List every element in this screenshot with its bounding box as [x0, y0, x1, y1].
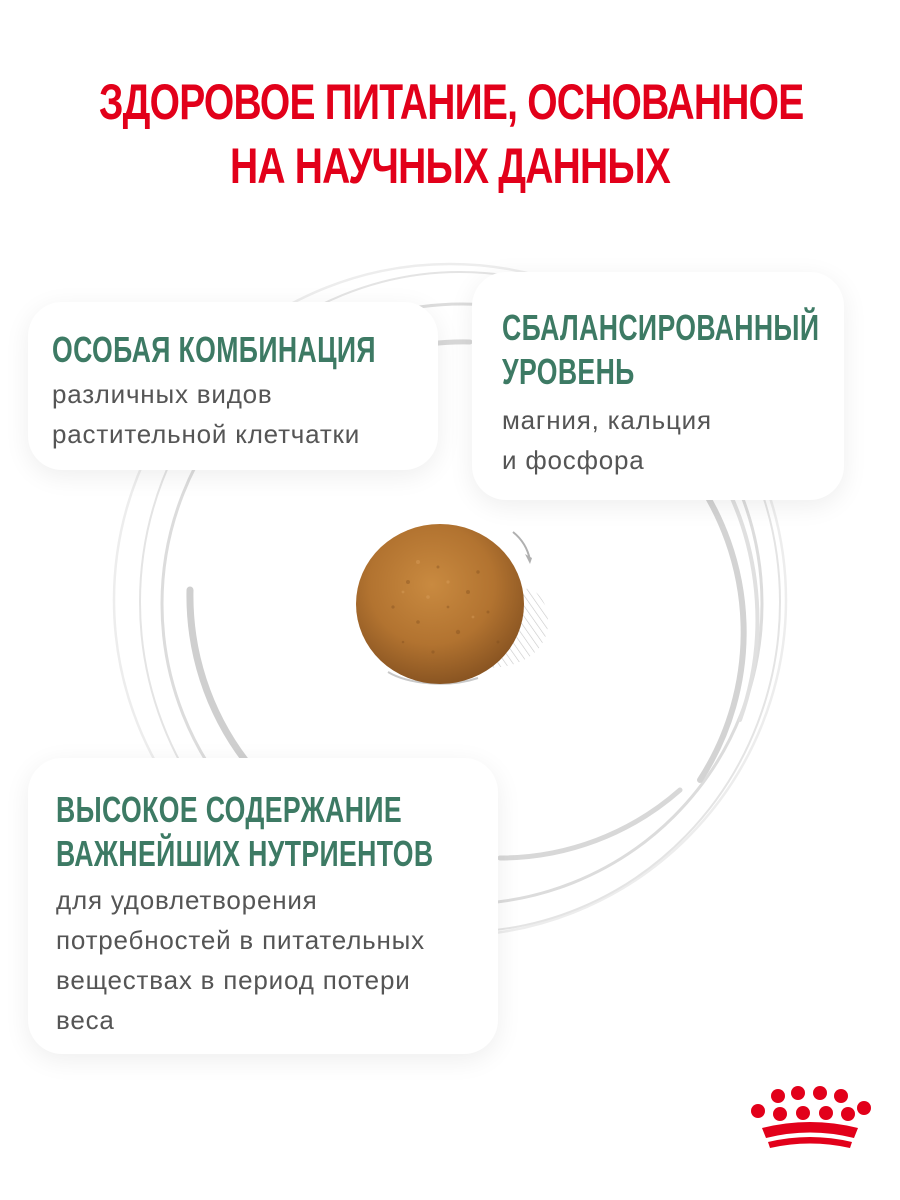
feature-card-minerals-text	[502, 400, 844, 480]
feature-card-fiber-text-line: растительной клетчатки	[52, 419, 361, 449]
feature-card-nutrients-title-line: ВАЖНЕЙШИХ НУТРИЕНТОВ	[56, 833, 434, 874]
feature-card-nutrients-text-line: веса	[56, 1005, 115, 1035]
feature-card-fiber	[28, 302, 438, 470]
feature-card-nutrients-title-line: ВЫСОКОЕ СОДЕРЖАНИЕ	[56, 789, 403, 830]
page-title-line-2: НА НАУЧНЫХ ДАННЫХ	[229, 138, 671, 194]
feature-card-nutrients-text-line: для удовлетворения	[56, 885, 318, 915]
feature-card-fiber-title-line: ОСОБАЯ КОМБИНАЦИЯ	[52, 329, 376, 370]
feature-card-fiber-text	[52, 374, 438, 454]
feature-card-minerals-title-line: УРОВЕНЬ	[502, 351, 635, 392]
feature-card-nutrients-text-line: веществах в период потери	[56, 965, 411, 995]
kibble-image	[348, 512, 558, 692]
feature-card-minerals-title-line: СБАЛАНСИРОВАННЫЙ	[502, 307, 820, 348]
feature-card-fiber-title	[52, 328, 376, 372]
feature-card-nutrients-text	[56, 880, 498, 1040]
feature-card-minerals	[472, 272, 844, 500]
feature-card-fiber-text-line: различных видов	[52, 379, 273, 409]
feature-card-nutrients-title	[56, 788, 434, 876]
feature-card-minerals-title	[502, 306, 820, 394]
feature-card-nutrients-text-line: потребностей в питательных	[56, 925, 425, 955]
royal-crown-logo	[748, 1086, 872, 1156]
page-title-line-1: ЗДОРОВОЕ ПИТАНИЕ, ОСНОВАННОЕ	[99, 74, 804, 130]
feature-card-nutrients	[28, 758, 498, 1054]
feature-card-minerals-text-line: магния, кальция	[502, 405, 712, 435]
feature-card-minerals-text-line: и фосфора	[502, 445, 645, 475]
